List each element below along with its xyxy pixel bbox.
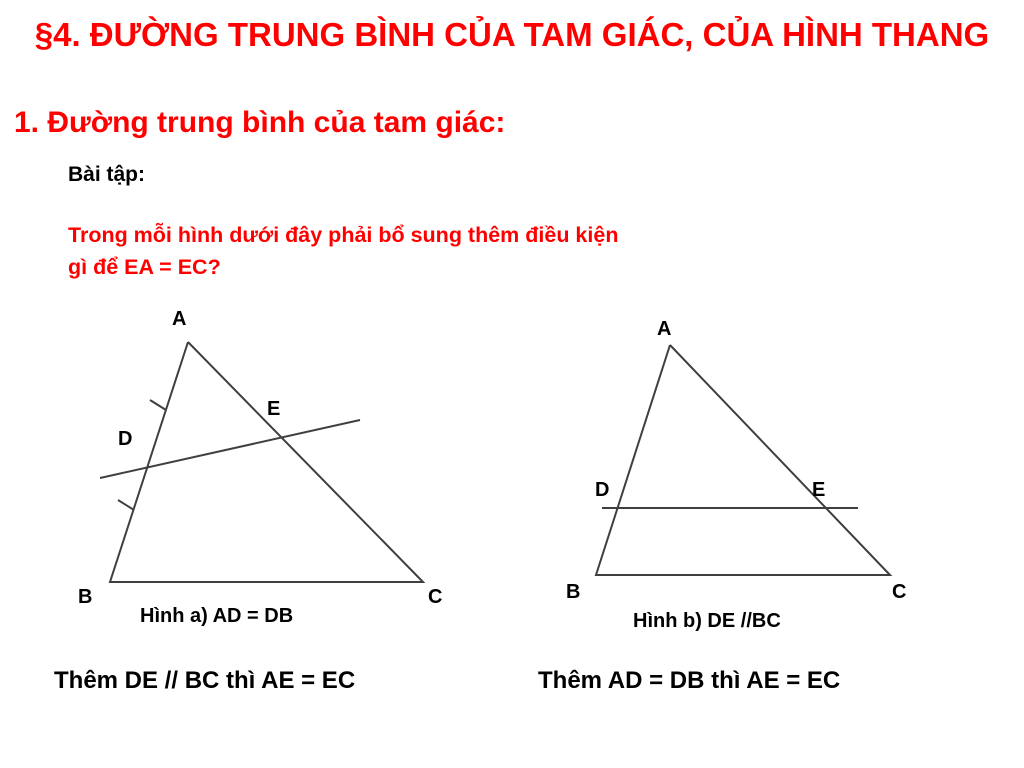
- label-b-vertex-c: C: [892, 581, 907, 603]
- exercise-question: [68, 219, 978, 284]
- tick-ad-a: [150, 400, 166, 410]
- figure-a-conclusion: Thêm DE // BC thì AE = EC: [54, 667, 356, 694]
- triangle-abc-a: [110, 342, 423, 582]
- label-a-vertex-a: A: [172, 308, 187, 330]
- figure-b-drawing: [540, 320, 940, 650]
- label-a-vertex-c: C: [428, 586, 443, 608]
- label-b-vertex-e: E: [812, 479, 826, 501]
- figure-b: [540, 320, 940, 650]
- figure-a: [60, 300, 480, 650]
- exercise-label: Bài tập:: [68, 163, 146, 186]
- triangle-abc-b: [596, 345, 890, 575]
- label-b-vertex-b: B: [566, 581, 581, 603]
- label-b-vertex-d: D: [595, 479, 610, 501]
- label-a-vertex-d: D: [118, 428, 133, 450]
- figure-a-drawing: [60, 300, 480, 650]
- line-de-a: [100, 420, 360, 478]
- label-a-vertex-b: B: [78, 586, 93, 608]
- section-heading: 1. Đường trung bình của tam giác:: [14, 106, 506, 139]
- tick-db-a: [118, 500, 134, 510]
- figure-b-conclusion: Thêm AD = DB thì AE = EC: [538, 667, 841, 694]
- exercise-question-line1: Trong mỗi hình dưới đây phải bổ sung thêm điều kiện: [68, 223, 619, 247]
- label-a-vertex-e: E: [267, 398, 281, 420]
- page-title: §4. ĐƯỜNG TRUNG BÌNH CỦA TAM GIÁC, CỦA HÌNH THANG: [34, 16, 990, 53]
- figure-a-caption: Hình a) AD = DB: [140, 605, 294, 627]
- label-b-vertex-a: A: [657, 320, 672, 340]
- figure-b-caption: Hình b) DE //BC: [633, 610, 781, 632]
- exercise-question-line2: gì để EA = EC?: [68, 255, 221, 280]
